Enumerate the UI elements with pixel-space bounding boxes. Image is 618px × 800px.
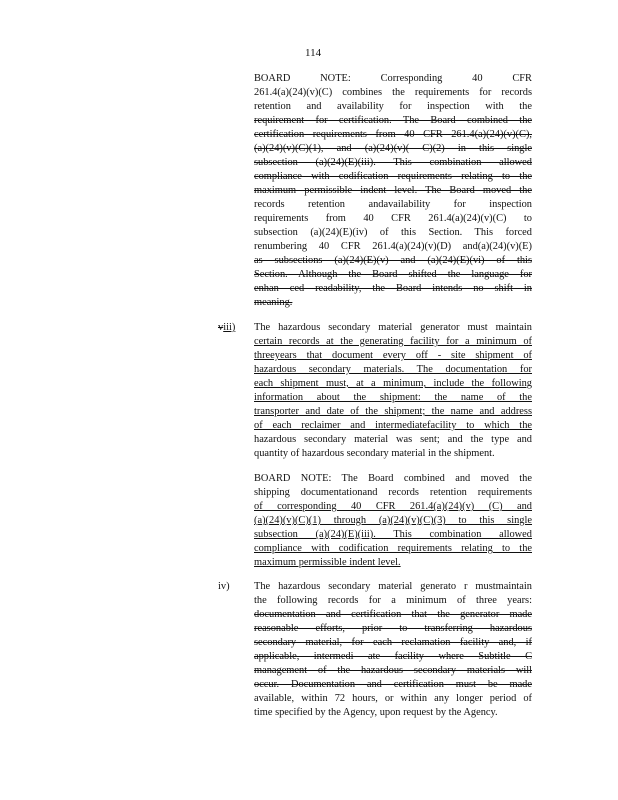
line-text: each shipment must, at a minimum, include the following xyxy=(254,378,532,389)
line-text: records retention andavailability for inspection xyxy=(254,199,532,210)
line-text: hazardous secondary material was sent; and the type and xyxy=(254,434,532,445)
text-line xyxy=(254,296,532,310)
text-line xyxy=(254,486,532,500)
text-line xyxy=(254,170,532,184)
line-text: transporter and date of the shipment; the name and address xyxy=(254,406,532,417)
text-line xyxy=(254,184,532,198)
line-text: documentation and certification that the generator made xyxy=(254,609,532,620)
text-line xyxy=(254,142,532,156)
line-text: hazardous secondary materials. The documentation for xyxy=(254,364,532,375)
text-line xyxy=(254,268,532,282)
line-text: The hazardous secondary material generator must maintain xyxy=(254,322,532,333)
text-line xyxy=(254,622,532,636)
text-line xyxy=(254,198,532,212)
line-text: retention and availability for inspection with the xyxy=(254,101,532,112)
line-text: compliance with codification requirements relating to the xyxy=(254,171,532,182)
text-line xyxy=(254,514,532,528)
line-text: BOARD NOTE: The Board combined and moved the xyxy=(254,473,532,484)
line-text: Section. Although the Board shifted the language for xyxy=(254,269,532,280)
text-line xyxy=(254,419,532,433)
text-line xyxy=(254,212,532,226)
line-text: of corresponding 40 CFR 261.4(a)(24)(v) (C) and xyxy=(254,501,532,512)
text-line xyxy=(254,226,532,240)
text-line xyxy=(254,433,532,447)
line-text: occur. Documentation and certification must be made xyxy=(254,679,532,690)
text-line xyxy=(254,692,532,706)
line-text: requirements from 40 CFR 261.4(a)(24)(v)(C) to xyxy=(254,213,532,224)
line-text: compliance with codification requirements relating to the xyxy=(254,543,532,554)
line-text: applicable, intermedi ate facility where Subtitle C xyxy=(254,651,532,662)
text-line xyxy=(254,528,532,542)
line-text: subsection (a)(24)(E)(iii). This combination allowed xyxy=(254,157,532,168)
text-line xyxy=(254,363,532,377)
text-line xyxy=(254,472,532,486)
line-text: subsection (a)(24)(E)(iii). This combination allowed xyxy=(254,529,532,540)
text-line xyxy=(254,86,532,100)
line-text: renumbering 40 CFR 261.4(a)(24)(v)(D) and(a)(24)(v)(E) xyxy=(254,241,532,252)
text-line xyxy=(254,254,532,268)
text-line xyxy=(254,156,532,170)
line-text: maximum permissible indent level. The Board moved the xyxy=(254,185,532,196)
item-iv-paragraph xyxy=(254,580,532,720)
text-line xyxy=(254,377,532,391)
line-text: information about the shipment: the name of the xyxy=(254,392,532,403)
text-line xyxy=(254,608,532,622)
line-text: of each reclaimer and intermediatefacility to which the xyxy=(254,420,532,431)
item-marker-iv: iv) xyxy=(218,581,230,592)
text-line xyxy=(254,500,532,514)
item-marker-iii xyxy=(218,321,235,335)
line-text: maximum permissible indent level. xyxy=(254,557,401,568)
line-text: the following records for a minimum of three years: xyxy=(254,595,532,606)
text-line xyxy=(254,114,532,128)
line-text: enhan ced readability, the Board intends no shift in xyxy=(254,283,532,294)
line-text: management of the hazardous secondary materials will xyxy=(254,665,532,676)
text-line xyxy=(254,447,532,461)
text-line xyxy=(254,636,532,650)
text-line xyxy=(254,72,532,86)
line-text: (a)(24)(v)(C)(1), and (a)(24)(v)( C)(2) in this single xyxy=(254,143,532,154)
line-text: available, within 72 hours, or within any longer period of xyxy=(254,693,532,704)
page-number: 114 xyxy=(305,47,322,59)
text-line xyxy=(254,594,532,608)
board-note-2 xyxy=(254,472,532,570)
text-line xyxy=(254,321,532,335)
item-iii-paragraph xyxy=(254,321,532,461)
text-line xyxy=(254,650,532,664)
line-text: quantity of hazardous secondary material in the shipment. xyxy=(254,448,495,459)
text-line xyxy=(254,556,532,570)
line-text: BOARD NOTE: Corresponding 40 CFR xyxy=(254,73,532,84)
text-line xyxy=(254,706,532,720)
text-line xyxy=(254,678,532,692)
line-text: 261.4(a)(24)(v)(C) combines the requirements for records xyxy=(254,87,532,98)
text-line xyxy=(254,335,532,349)
marker-label: iii) xyxy=(223,322,236,333)
line-text: reasonable efforts, prior to transferring hazardous xyxy=(254,623,532,634)
line-text: threeyears that document every off - site shipment of xyxy=(254,350,532,361)
text-line xyxy=(254,128,532,142)
line-text: The hazardous secondary material generato r mustmaintain xyxy=(254,581,532,592)
line-text: subsection (a)(24)(E)(iv) of this Section. This forced xyxy=(254,227,532,238)
text-line xyxy=(254,391,532,405)
line-text: requirement for certification. The Board combined the xyxy=(254,115,532,126)
line-text: secondary material, for each reclamation facility and, if xyxy=(254,637,532,648)
text-line xyxy=(254,349,532,363)
struck-marker-letter: v xyxy=(218,322,224,333)
text-line xyxy=(254,405,532,419)
line-text: time specified by the Agency, upon request by the Agency. xyxy=(254,707,498,718)
line-text: certain records at the generating facility for a minimum of xyxy=(254,336,532,347)
line-text: (a)(24)(v)(C)(1) through (a)(24)(v)(C)(3) to this single xyxy=(254,515,532,526)
text-line xyxy=(254,240,532,254)
text-line xyxy=(254,664,532,678)
text-line xyxy=(254,580,532,594)
text-line xyxy=(254,282,532,296)
text-line xyxy=(254,100,532,114)
line-text: shipping documentationand records retention requirements xyxy=(254,487,532,498)
line-text: meaning. xyxy=(254,297,293,308)
line-text: certification requirements from 40 CFR 261.4(a)(24)(v)(C), xyxy=(254,129,532,140)
text-line xyxy=(254,542,532,556)
line-text: as subsections (a)(24)(E)(v) and (a)(24)(E)(vi) of this xyxy=(254,255,532,266)
board-note-1 xyxy=(254,72,532,310)
